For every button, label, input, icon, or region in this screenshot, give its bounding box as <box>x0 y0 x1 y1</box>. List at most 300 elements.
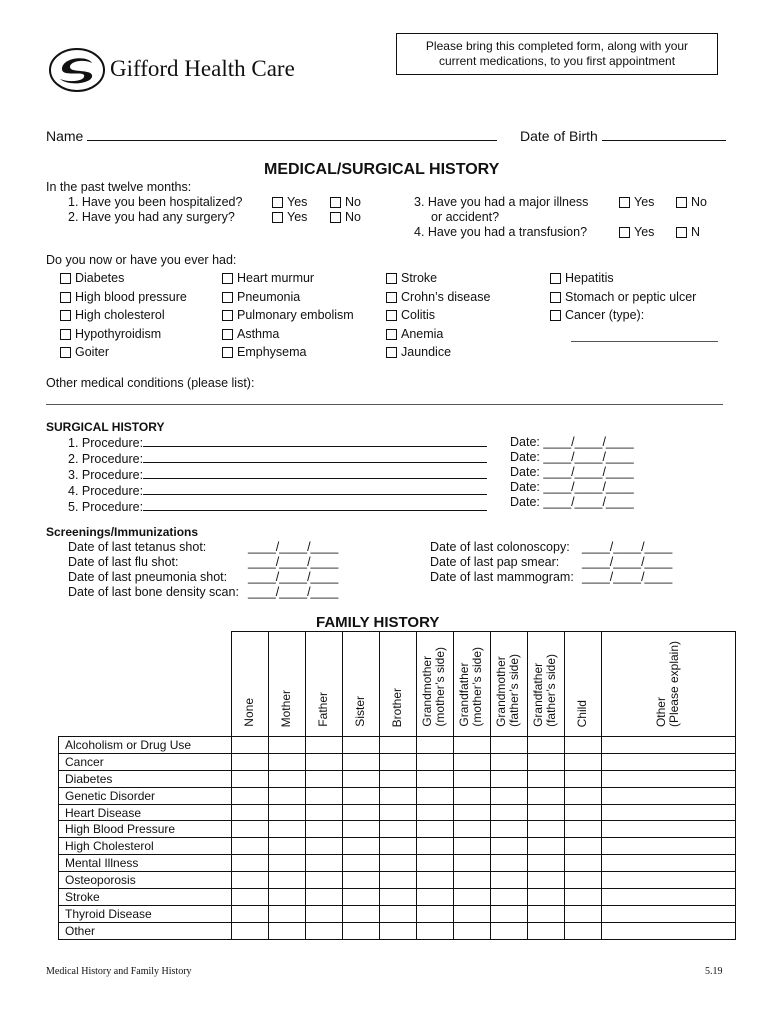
table-cell[interactable] <box>491 922 528 939</box>
q3-no[interactable] <box>676 195 707 209</box>
table-cell[interactable] <box>565 753 602 770</box>
condition-item[interactable]: Pulmonary embolism <box>222 306 354 325</box>
conditions-column-3 <box>386 269 490 362</box>
table-row <box>59 922 736 939</box>
table-cell[interactable] <box>454 838 491 855</box>
table-cell[interactable] <box>454 922 491 939</box>
checkbox-icon[interactable] <box>222 310 233 321</box>
condition-item[interactable]: Stomach or peptic ulcer <box>550 288 696 307</box>
table-cell[interactable] <box>417 737 454 754</box>
condition-item[interactable]: Colitis <box>386 306 490 325</box>
condition-item[interactable]: Pneumonia <box>222 288 354 307</box>
table-cell[interactable] <box>491 855 528 872</box>
question-major-illness-cont: or accident? <box>431 210 500 224</box>
table-cell[interactable] <box>380 922 417 939</box>
table-cell[interactable] <box>306 872 343 889</box>
table-cell[interactable] <box>417 787 454 804</box>
table-cell[interactable] <box>232 889 269 906</box>
table-cell[interactable] <box>269 905 306 922</box>
condition-label: Cancer <box>59 753 232 770</box>
table-cell[interactable] <box>269 804 306 821</box>
conditions-intro: Do you now or have you ever had: <box>46 253 237 267</box>
table-cell[interactable] <box>528 821 565 838</box>
table-cell[interactable] <box>306 737 343 754</box>
procedure-date[interactable]: Date: ____/____/____ <box>510 450 634 464</box>
checkbox-icon[interactable] <box>272 212 283 223</box>
org-name: Gifford Health Care <box>110 56 295 81</box>
checkbox-icon[interactable] <box>222 329 233 340</box>
table-cell[interactable] <box>269 889 306 906</box>
procedure-row: 5. Procedure: <box>68 499 487 515</box>
screening-label: Date of last colonoscopy: <box>430 540 570 554</box>
screening-date-field[interactable]: ____/____/____ <box>582 555 673 569</box>
checkbox-icon[interactable] <box>222 292 233 303</box>
column-label: Other (Please explain) <box>653 640 681 727</box>
checkbox-icon[interactable] <box>222 347 233 358</box>
table-cell[interactable] <box>454 804 491 821</box>
procedure-field[interactable] <box>143 451 487 463</box>
table-cell[interactable] <box>343 787 380 804</box>
table-cell[interactable] <box>528 787 565 804</box>
table-corner <box>59 632 232 737</box>
table-cell[interactable] <box>343 855 380 872</box>
table-cell[interactable] <box>380 753 417 770</box>
checkbox-icon[interactable] <box>550 310 561 321</box>
screening-date-field[interactable]: ____/____/____ <box>248 540 339 554</box>
table-cell[interactable] <box>343 889 380 906</box>
table-cell[interactable] <box>417 855 454 872</box>
screening-label: Date of last mammogram: <box>430 570 574 584</box>
table-cell[interactable] <box>269 855 306 872</box>
table-row <box>59 753 736 770</box>
table-row <box>59 905 736 922</box>
checkbox-icon[interactable] <box>386 329 397 340</box>
table-cell[interactable] <box>602 737 736 754</box>
table-cell[interactable] <box>380 804 417 821</box>
table-cell[interactable] <box>454 770 491 787</box>
screening-label: Date of last flu shot: <box>68 555 179 569</box>
table-cell[interactable] <box>491 821 528 838</box>
condition-label: Other <box>59 922 232 939</box>
table-cell[interactable] <box>306 889 343 906</box>
screening-label: Date of last pneumonia shot: <box>68 570 228 584</box>
table-cell[interactable] <box>380 855 417 872</box>
column-label: Grandmother (mother’s side) <box>420 647 447 727</box>
condition-item[interactable]: Heart murmur <box>222 269 354 288</box>
no-label: N <box>691 225 701 239</box>
past-twelve-months-label: In the past twelve months: <box>46 180 192 194</box>
q2-yes[interactable] <box>272 210 307 224</box>
table-cell[interactable] <box>417 770 454 787</box>
condition-item[interactable]: Goiter <box>60 343 187 362</box>
condition-label: Mental Illness <box>59 855 232 872</box>
table-cell[interactable] <box>565 804 602 821</box>
q1-no[interactable] <box>330 195 361 209</box>
table-cell[interactable] <box>528 753 565 770</box>
table-cell[interactable] <box>491 889 528 906</box>
table-cell[interactable] <box>380 838 417 855</box>
table-cell[interactable] <box>232 855 269 872</box>
screenings-title: Screenings/Immunizations <box>46 525 199 539</box>
table-cell[interactable] <box>491 753 528 770</box>
column-label: Brother <box>389 687 404 727</box>
yes-label: Yes <box>287 210 308 224</box>
table-cell[interactable] <box>565 787 602 804</box>
table-cell[interactable] <box>306 804 343 821</box>
table-cell[interactable] <box>454 753 491 770</box>
column-header <box>602 632 736 737</box>
procedure-field[interactable] <box>143 435 487 447</box>
table-cell[interactable] <box>565 855 602 872</box>
checkbox-icon[interactable] <box>330 212 341 223</box>
table-cell[interactable] <box>602 804 736 821</box>
table-cell[interactable] <box>602 753 736 770</box>
table-cell[interactable] <box>602 855 736 872</box>
table-cell[interactable] <box>343 804 380 821</box>
table-cell[interactable] <box>232 905 269 922</box>
condition-item[interactable]: Diabetes <box>60 269 187 288</box>
conditions-column-4 <box>550 269 696 325</box>
table-cell[interactable] <box>565 838 602 855</box>
q4-yes[interactable] <box>619 225 654 239</box>
table-cell[interactable] <box>491 770 528 787</box>
procedure-date[interactable]: Date: ____/____/____ <box>510 435 634 449</box>
condition-label: High Blood Pressure <box>59 821 232 838</box>
table-cell[interactable] <box>565 872 602 889</box>
no-label: No <box>691 195 707 209</box>
condition-label: Thyroid Disease <box>59 905 232 922</box>
question-major-illness: 3. Have you had a major illness <box>414 195 589 209</box>
table-cell[interactable] <box>380 821 417 838</box>
table-cell[interactable] <box>602 889 736 906</box>
checkbox-icon[interactable] <box>386 292 397 303</box>
checkbox-icon[interactable] <box>386 310 397 321</box>
screening-date-field[interactable]: ____/____/____ <box>248 555 339 569</box>
column-header <box>454 632 491 737</box>
condition-item[interactable]: Emphysema <box>222 343 354 362</box>
other-conditions-label: Other medical conditions (please list): <box>46 376 255 390</box>
table-cell[interactable] <box>343 872 380 889</box>
table-cell[interactable] <box>528 872 565 889</box>
table-row <box>59 821 736 838</box>
family-history-table <box>58 631 736 940</box>
table-cell[interactable] <box>306 753 343 770</box>
table-cell[interactable] <box>306 770 343 787</box>
notice-line-1: Please bring this completed form, along with your <box>425 39 689 53</box>
table-cell[interactable] <box>306 821 343 838</box>
q1-yes[interactable] <box>272 195 307 209</box>
screenings-left <box>68 540 239 600</box>
procedure-row: 3. Procedure: <box>68 467 487 483</box>
checkbox-icon[interactable] <box>550 292 561 303</box>
table-cell[interactable] <box>343 821 380 838</box>
table-cell[interactable] <box>232 838 269 855</box>
dob-label: Date of Birth <box>520 128 598 144</box>
q4-no[interactable] <box>676 225 700 239</box>
yes-label: Yes <box>634 225 655 239</box>
footer-version: 5.19 <box>705 966 723 977</box>
table-cell[interactable] <box>232 821 269 838</box>
procedure-date[interactable]: Date: ____/____/____ <box>510 480 634 494</box>
table-cell[interactable] <box>269 770 306 787</box>
table-cell[interactable] <box>565 905 602 922</box>
table-cell[interactable] <box>417 838 454 855</box>
checkbox-icon[interactable] <box>386 347 397 358</box>
procedure-field[interactable] <box>143 483 487 495</box>
conditions-column-2 <box>222 269 354 362</box>
screening-date-field[interactable]: ____/____/____ <box>248 585 339 599</box>
procedure-list <box>68 435 487 515</box>
table-cell[interactable] <box>528 889 565 906</box>
column-label: Father <box>315 692 330 727</box>
medical-history-title: MEDICAL/SURGICAL HISTORY <box>264 161 500 178</box>
table-row <box>59 804 736 821</box>
column-header <box>565 632 602 737</box>
table-cell[interactable] <box>491 804 528 821</box>
table-cell[interactable] <box>454 737 491 754</box>
checkbox-icon[interactable] <box>330 197 341 208</box>
table-cell[interactable] <box>306 838 343 855</box>
table-cell[interactable] <box>602 905 736 922</box>
procedure-row: 2. Procedure: <box>68 451 487 467</box>
no-label: No <box>345 195 361 209</box>
table-cell[interactable] <box>417 821 454 838</box>
conditions-column-1 <box>60 269 187 362</box>
table-cell[interactable] <box>528 855 565 872</box>
table-cell[interactable] <box>454 889 491 906</box>
condition-item[interactable]: Crohn’s disease <box>386 288 490 307</box>
table-cell[interactable] <box>417 753 454 770</box>
column-label: Grandfather (father’s side) <box>531 654 558 727</box>
table-cell[interactable] <box>269 838 306 855</box>
question-transfusion: 4. Have you had a transfusion? <box>414 225 588 239</box>
screenings-right <box>430 540 574 585</box>
table-cell[interactable] <box>269 821 306 838</box>
condition-label: Alcoholism or Drug Use <box>59 737 232 754</box>
condition-label: Heart Disease <box>59 804 232 821</box>
table-cell[interactable] <box>232 737 269 754</box>
condition-item[interactable]: High blood pressure <box>60 288 187 307</box>
table-cell[interactable] <box>269 737 306 754</box>
table-cell[interactable] <box>417 872 454 889</box>
column-header <box>528 632 565 737</box>
notice-line-2: current medications, to you first appointment <box>438 54 676 68</box>
table-cell[interactable] <box>528 838 565 855</box>
table-cell[interactable] <box>602 922 736 939</box>
table-cell[interactable] <box>565 770 602 787</box>
condition-item[interactable]: Stroke <box>386 269 490 288</box>
table-cell[interactable] <box>232 753 269 770</box>
name-row <box>46 128 497 144</box>
table-cell[interactable] <box>380 770 417 787</box>
column-label: Child <box>574 699 589 727</box>
checkbox-icon[interactable] <box>619 227 630 238</box>
table-cell[interactable] <box>343 922 380 939</box>
screening-label: Date of last tetanus shot: <box>68 540 207 554</box>
other-conditions-field[interactable] <box>46 404 723 405</box>
family-header-row <box>59 632 736 737</box>
screening-date-field[interactable]: ____/____/____ <box>248 570 339 584</box>
column-label: Grandmother (father’s side) <box>494 654 521 727</box>
table-cell[interactable] <box>528 737 565 754</box>
table-cell[interactable] <box>454 787 491 804</box>
table-cell[interactable] <box>491 787 528 804</box>
table-cell[interactable] <box>491 737 528 754</box>
table-cell[interactable] <box>343 770 380 787</box>
surgical-history-title: SURGICAL HISTORY <box>46 420 165 434</box>
logo <box>48 47 106 96</box>
procedure-date-list <box>510 435 634 510</box>
footer-title: Medical History and Family History <box>46 966 192 977</box>
table-cell[interactable] <box>269 872 306 889</box>
condition-item[interactable]: Hepatitis <box>550 269 696 288</box>
table-cell[interactable] <box>491 872 528 889</box>
screening-date-field[interactable]: ____/____/____ <box>582 540 673 554</box>
checkbox-icon[interactable] <box>60 347 71 358</box>
table-cell[interactable] <box>380 905 417 922</box>
table-cell[interactable] <box>565 889 602 906</box>
table-cell[interactable] <box>417 889 454 906</box>
checkbox-icon[interactable] <box>60 329 71 340</box>
screening-date-field[interactable]: ____/____/____ <box>582 570 673 584</box>
column-header <box>306 632 343 737</box>
table-cell[interactable] <box>343 905 380 922</box>
question-hospitalized: 1. Have you been hospitalized? <box>68 195 243 209</box>
table-cell[interactable] <box>306 905 343 922</box>
checkbox-icon[interactable] <box>676 227 687 238</box>
column-header <box>232 632 269 737</box>
table-cell[interactable] <box>269 922 306 939</box>
table-cell[interactable] <box>602 872 736 889</box>
condition-item[interactable]: Asthma <box>222 325 354 344</box>
table-cell[interactable] <box>528 922 565 939</box>
table-cell[interactable] <box>306 855 343 872</box>
table-cell[interactable] <box>232 787 269 804</box>
table-cell[interactable] <box>454 905 491 922</box>
procedure-field[interactable] <box>143 467 487 479</box>
table-cell[interactable] <box>528 804 565 821</box>
screening-label: Date of last bone density scan: <box>68 585 239 599</box>
column-label: Grandfather (mother’s side) <box>457 647 484 727</box>
table-cell[interactable] <box>602 787 736 804</box>
condition-item[interactable]: High cholesterol <box>60 306 187 325</box>
dob-field[interactable] <box>602 129 726 141</box>
table-cell[interactable] <box>491 838 528 855</box>
condition-item[interactable]: Anemia <box>386 325 490 344</box>
checkbox-icon[interactable] <box>386 273 397 284</box>
table-cell[interactable] <box>380 889 417 906</box>
table-cell[interactable] <box>454 855 491 872</box>
no-label: No <box>345 210 361 224</box>
procedure-date[interactable]: Date: ____/____/____ <box>510 465 634 479</box>
question-surgery: 2. Have you had any surgery? <box>68 210 235 224</box>
checkbox-icon[interactable] <box>60 292 71 303</box>
checkbox-icon[interactable] <box>619 197 630 208</box>
table-cell[interactable] <box>232 922 269 939</box>
condition-label: Stroke <box>59 889 232 906</box>
column-header <box>491 632 528 737</box>
name-label: Name <box>46 128 84 144</box>
table-cell[interactable] <box>528 770 565 787</box>
table-cell[interactable] <box>269 787 306 804</box>
screening-label: Date of last pap smear: <box>430 555 560 569</box>
condition-label: Genetic Disorder <box>59 787 232 804</box>
table-cell[interactable] <box>306 787 343 804</box>
table-cell[interactable] <box>380 737 417 754</box>
table-cell[interactable] <box>602 770 736 787</box>
table-cell[interactable] <box>343 737 380 754</box>
checkbox-icon[interactable] <box>222 273 233 284</box>
table-row <box>59 855 736 872</box>
name-field[interactable] <box>87 129 497 141</box>
table-cell[interactable] <box>380 872 417 889</box>
table-cell[interactable] <box>565 922 602 939</box>
table-cell[interactable] <box>269 753 306 770</box>
condition-label: High Cholesterol <box>59 838 232 855</box>
table-cell[interactable] <box>602 838 736 855</box>
table-cell[interactable] <box>454 872 491 889</box>
table-cell[interactable] <box>491 905 528 922</box>
checkbox-icon[interactable] <box>60 273 71 284</box>
table-cell[interactable] <box>602 821 736 838</box>
table-cell[interactable] <box>417 922 454 939</box>
table-row <box>59 838 736 855</box>
screenings-left-dates <box>248 540 338 600</box>
table-cell[interactable] <box>343 753 380 770</box>
condition-label: Diabetes <box>59 770 232 787</box>
column-header <box>417 632 454 737</box>
table-row <box>59 872 736 889</box>
table-row <box>59 787 736 804</box>
table-cell[interactable] <box>565 737 602 754</box>
table-cell[interactable] <box>528 905 565 922</box>
q3-yes[interactable] <box>619 195 654 209</box>
condition-item[interactable]: Hypothyroidism <box>60 325 187 344</box>
checkbox-icon[interactable] <box>550 273 561 284</box>
condition-label: Osteoporosis <box>59 872 232 889</box>
table-cell[interactable] <box>454 821 491 838</box>
table-cell[interactable] <box>232 770 269 787</box>
procedure-field[interactable] <box>143 499 487 511</box>
table-row <box>59 737 736 754</box>
checkbox-icon[interactable] <box>60 310 71 321</box>
procedure-row: 1. Procedure: <box>68 435 487 451</box>
q2-no[interactable] <box>330 210 361 224</box>
table-cell[interactable] <box>417 804 454 821</box>
column-header <box>269 632 306 737</box>
dob-row <box>520 128 726 144</box>
procedure-date[interactable]: Date: ____/____/____ <box>510 495 634 509</box>
cancer-type-field[interactable] <box>571 341 718 342</box>
procedure-row: 4. Procedure: <box>68 483 487 499</box>
screenings-right-dates <box>582 540 672 585</box>
checkbox-icon[interactable] <box>272 197 283 208</box>
yes-label: Yes <box>634 195 655 209</box>
column-header <box>343 632 380 737</box>
gifford-logo-icon <box>48 47 106 93</box>
checkbox-icon[interactable] <box>676 197 687 208</box>
condition-item[interactable]: Cancer (type): <box>550 306 696 325</box>
table-cell[interactable] <box>232 804 269 821</box>
condition-item[interactable]: Jaundice <box>386 343 490 362</box>
table-cell[interactable] <box>565 821 602 838</box>
table-cell[interactable] <box>306 922 343 939</box>
column-label: Sister <box>352 696 367 727</box>
table-cell[interactable] <box>343 838 380 855</box>
table-cell[interactable] <box>380 787 417 804</box>
table-cell[interactable] <box>417 905 454 922</box>
table-cell[interactable] <box>232 872 269 889</box>
